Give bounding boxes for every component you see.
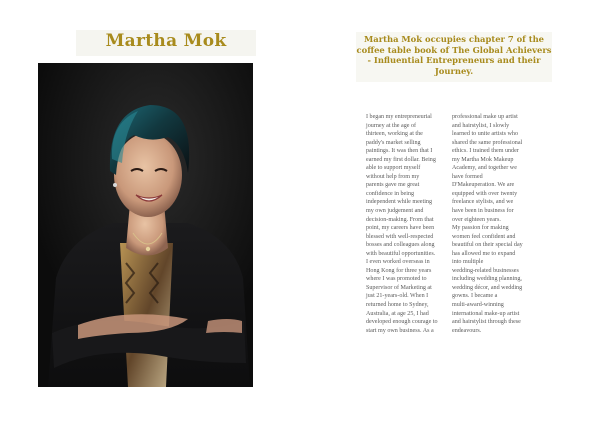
portrait-photo (38, 63, 253, 387)
chapter-headline: Martha Mok occupies chapter 7 of the coffee table book of The Global Achievers - Influential Entrepreneurs and their Journey. (356, 34, 552, 76)
body-text-column-1: I began my entrepreneurial journey at the age of thirteen, working at the paddy's market selling paintings. It was then that I earned my first dollar. Being able to support myself without help from my parents gave me great confidence in being independent while meeting my own judgement and decision-making. From that point, my careers have been blessed with well-respected bosses and colleagues along with beautiful opportunities. I even worked overseas in Hong Kong for three years where I was promoted to Supervisor of Marketing at just 21-years-old. When I returned home to Sydney, Australia, at age 25, I had developed enough courage to start my own business. As a (366, 114, 438, 334)
page-title: Martha Mok (105, 31, 227, 51)
body-text-column-2: professional make up artist and hairstylist, I slowly learned to unite artists who shared the same professional ethics. I trained them under my Martha Mok Makeup Academy, and together we have formed D'Makeuperation. We are equipped with over twenty freelance stylists, and we have been in business for over eighteen years. My passion for making women feel confident and beautiful on their special day has allowed me to expand into multiple wedding-related businesses including wedding planning, wedding décor, and wedding gowns. I became a multi-award-winning international make-up artist and hairstylist through these endeavours. (452, 114, 523, 334)
portrait-illustration (38, 63, 253, 387)
